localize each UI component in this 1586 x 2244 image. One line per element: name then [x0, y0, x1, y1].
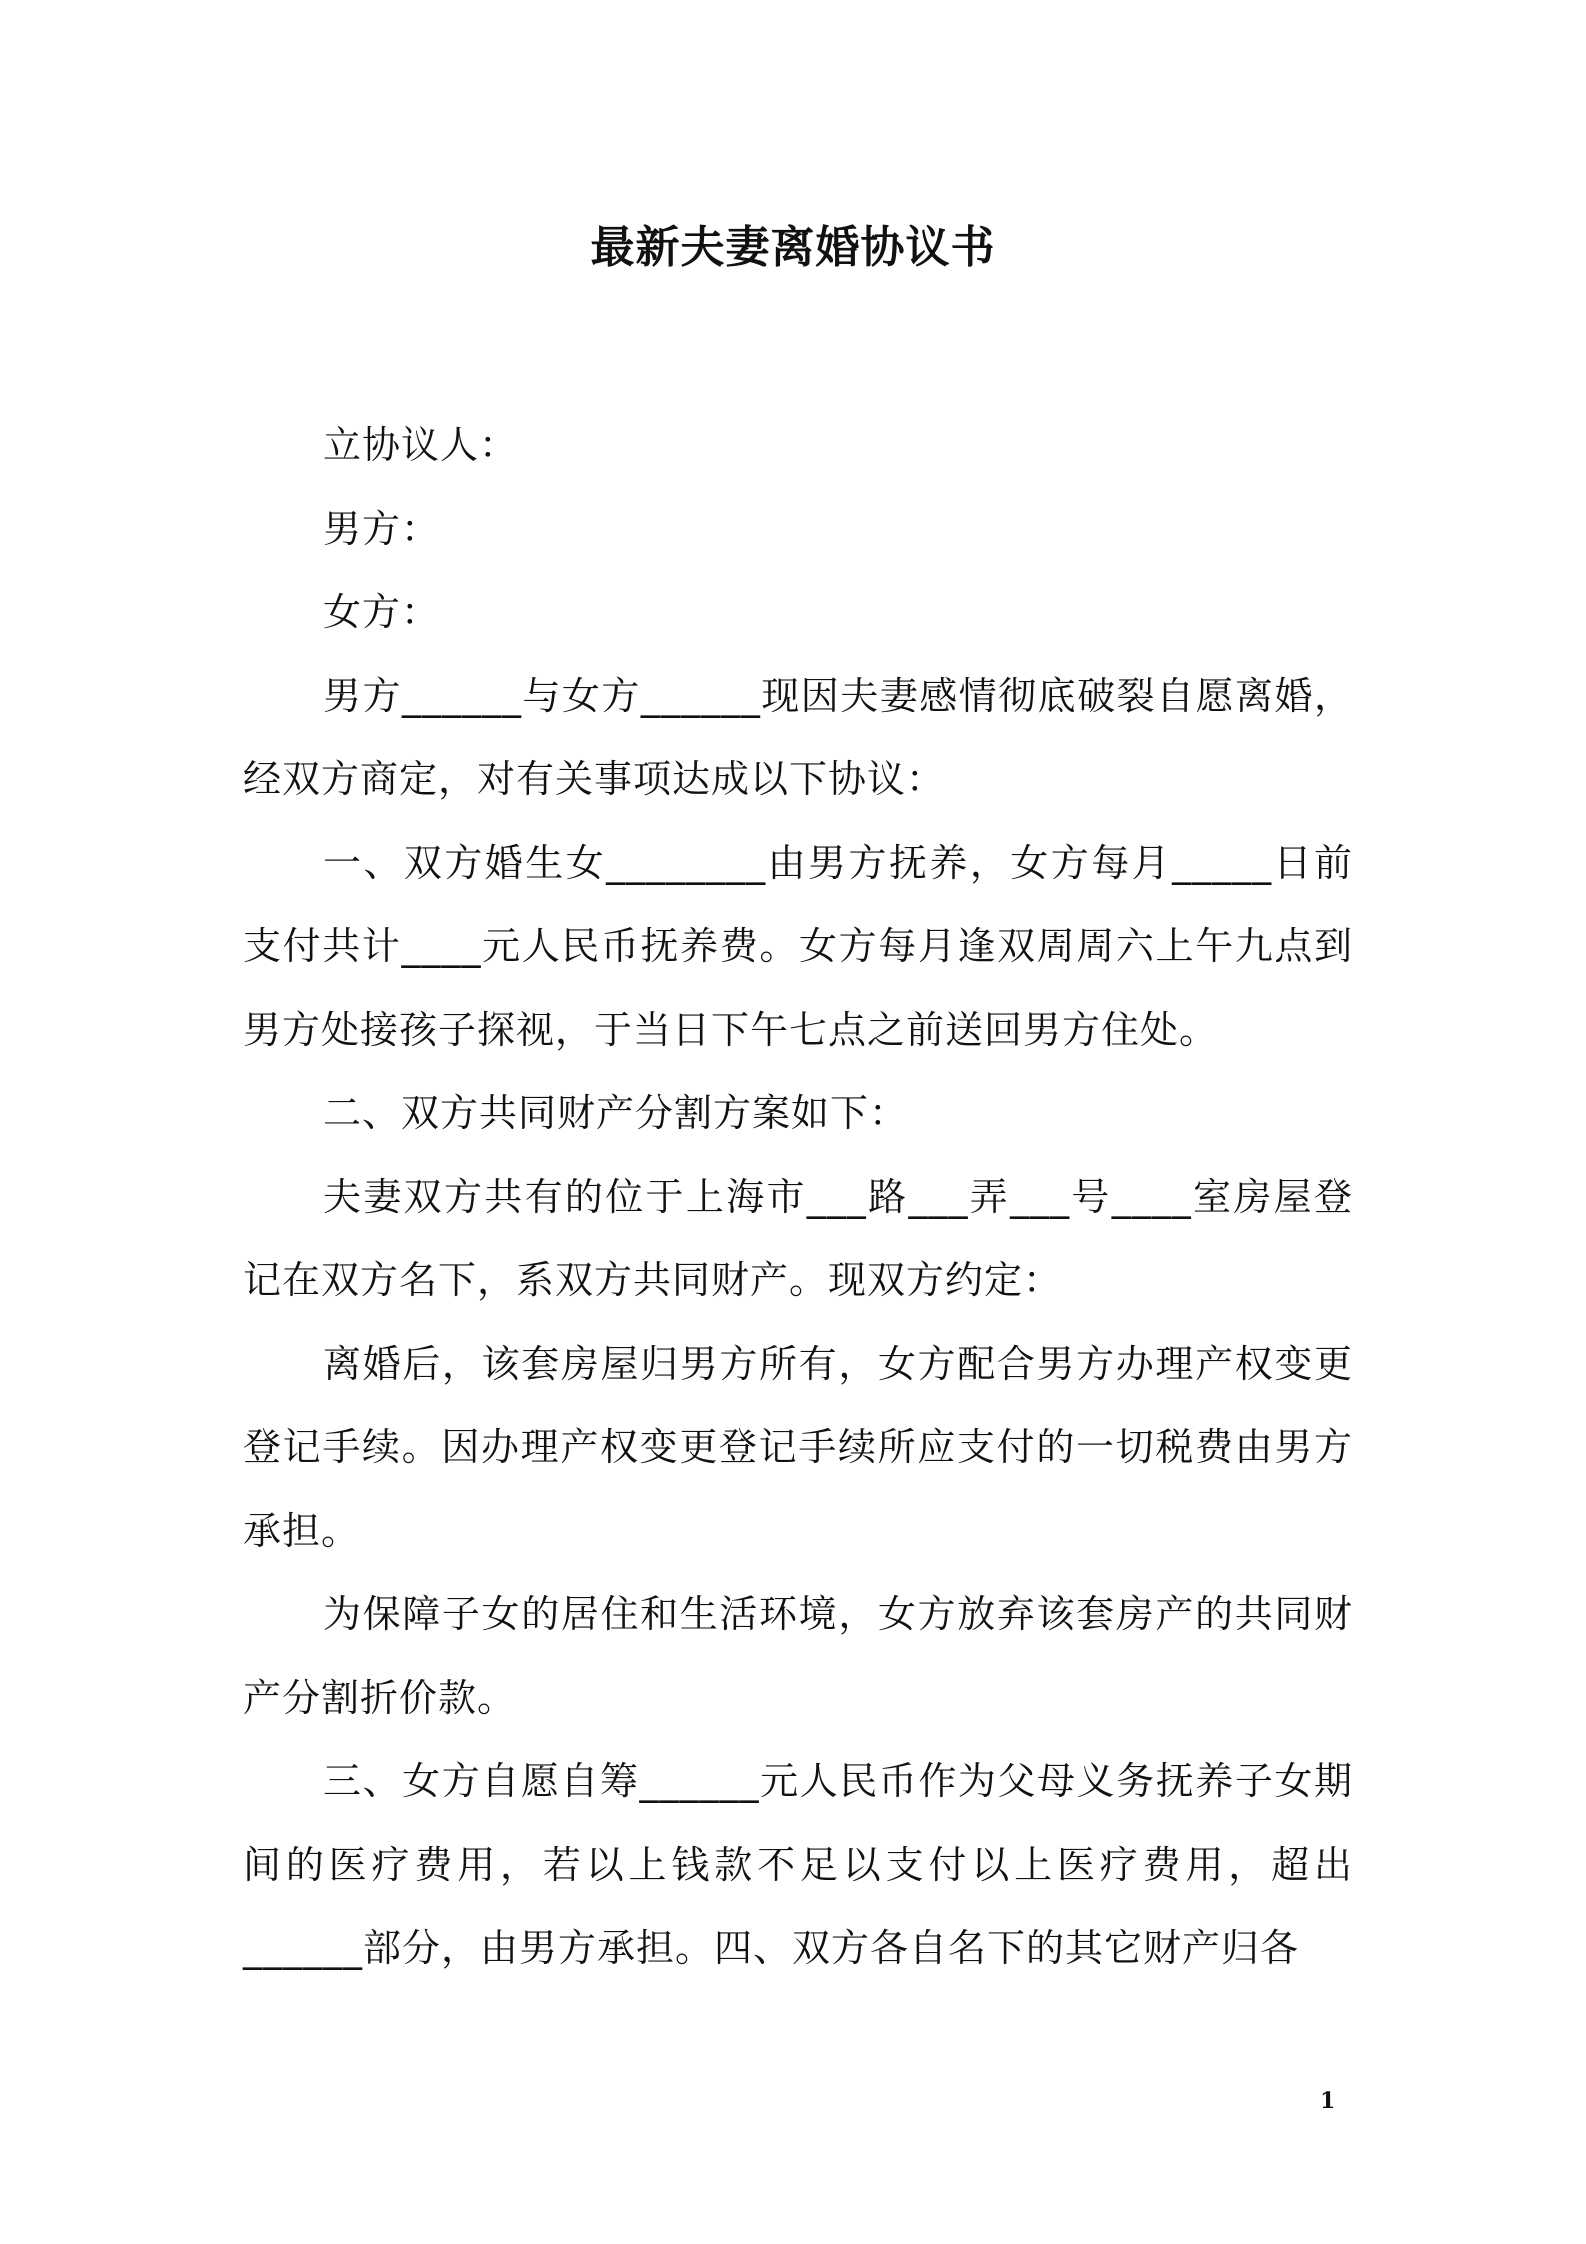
- paragraph-male-party: 男方：: [323, 506, 441, 551]
- paragraph-property-waiver: 为保障子女的居住和生活环境，女方放弃该套房产的共同财产分割折价款。: [243, 1592, 1353, 1720]
- document-title: 最新夫妻离婚协议书: [590, 222, 996, 273]
- paragraph-clause-3-medical: 三、女方自愿自筹______元人民币作为父母义务抚养子女期间的医疗费用，若以上钱款不足以支付以上医疗费用，超出______部分，由男方承担。四、双方各自名下的其它财产归各: [243, 1759, 1353, 1970]
- paragraph-property-description: 夫妻双方共有的位于上海市___路___弄___号____室房屋登记在双方名下，系双方共同财产。现双方约定：: [243, 1174, 1353, 1302]
- paragraph-clause-2-heading: 二、双方共同财产分割方案如下：: [323, 1091, 909, 1135]
- paragraph-preamble: 男方______与女方______现因夫妻感情彻底破裂自愿离婚，经双方商定，对有关事项达成以下协议：: [243, 673, 1353, 801]
- paragraph-clause-1-custody: 一、双方婚生女________由男方抚养，女方每月_____日前支付共计____元人民币抚养费。女方每月逢双周周六上午九点到男方处接孩子探视，于当日下午七点之前送回男方住处。: [243, 840, 1353, 1052]
- document-body: [243, 404, 1353, 1991]
- paragraph-female-party: 女方：: [323, 590, 441, 634]
- paragraph-property-ownership: 离婚后，该套房屋归男方所有，女方配合男方办理产权变更登记手续。因办理产权变更登记手续所应支付的一切税费由男方承担。: [243, 1341, 1353, 1553]
- paragraph-parties-heading: 立协议人：: [323, 423, 519, 467]
- page-number: 1: [1320, 2088, 1336, 2114]
